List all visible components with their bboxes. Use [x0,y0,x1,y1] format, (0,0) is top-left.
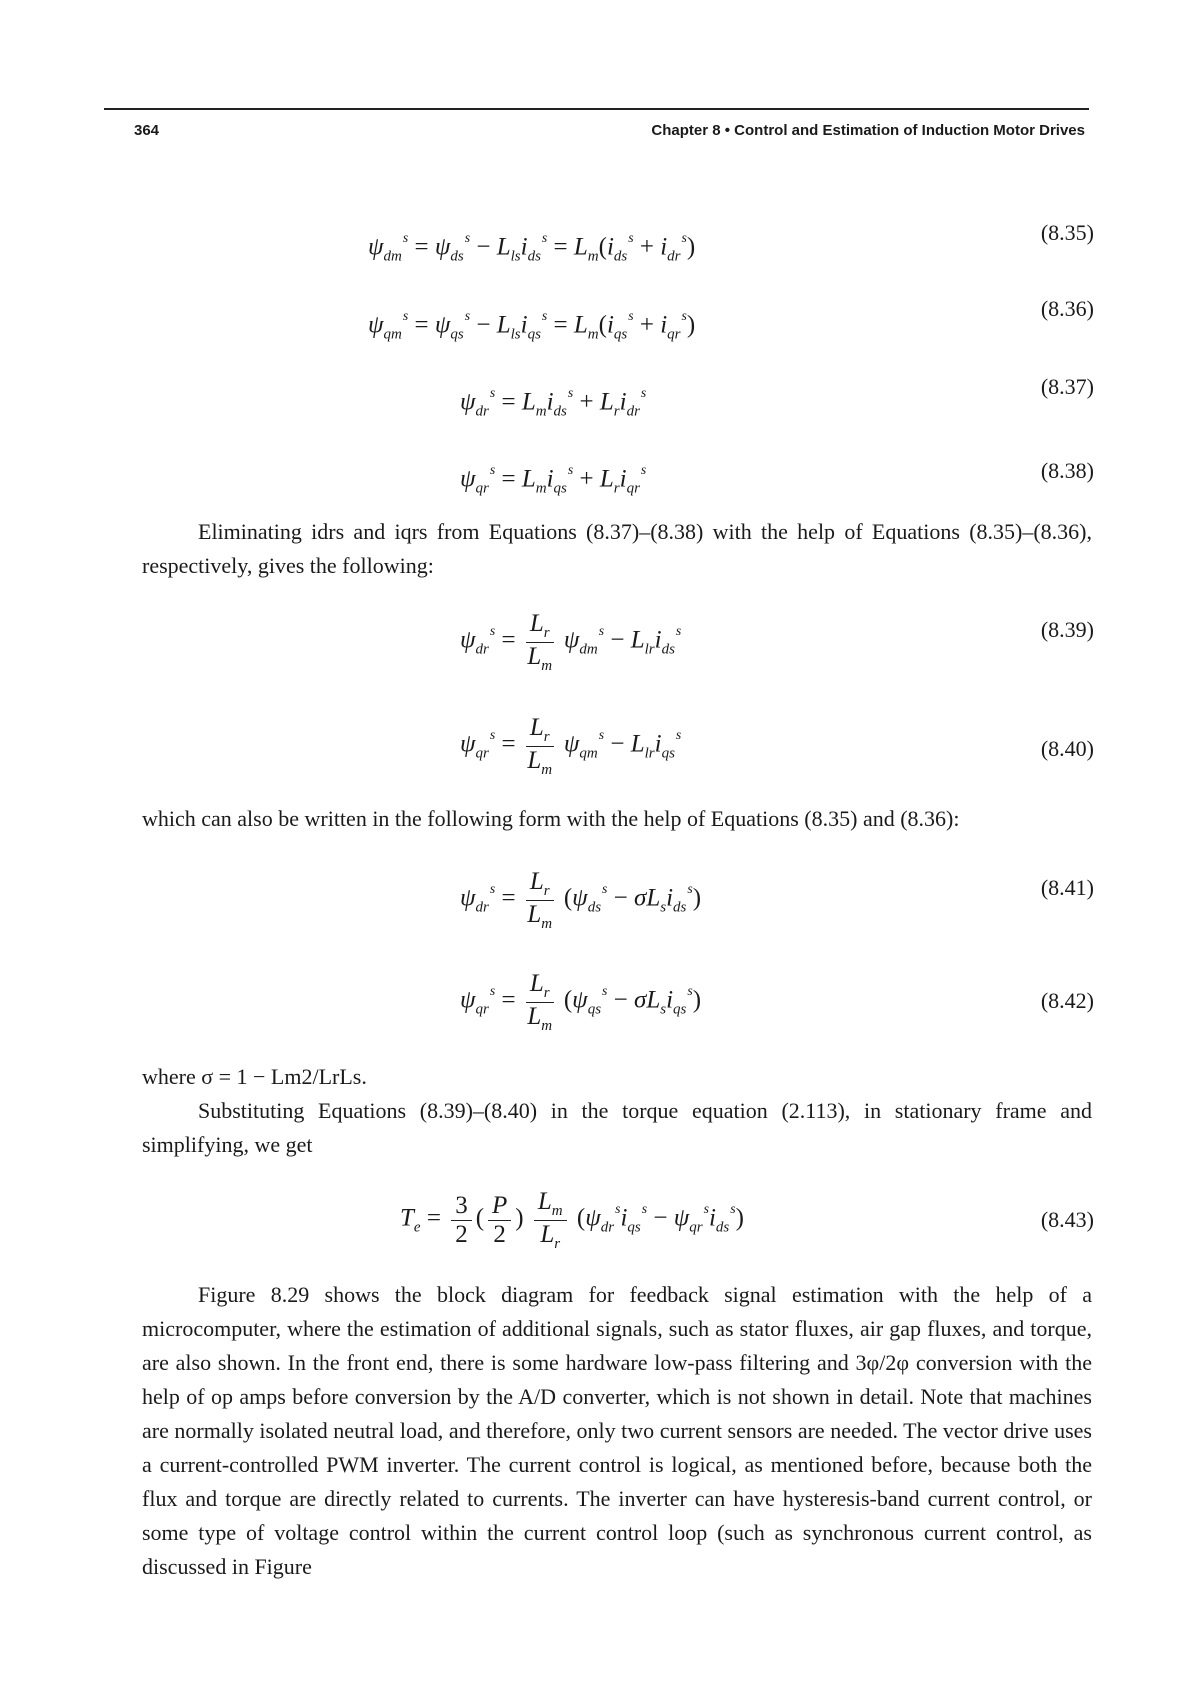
equation-8-42: $\psi_{qr}^s$ = $\frac{L_r}{L_m}$ $(\psi_{qs}^s - \sigma L_si_{qs}^s)$ [460,970,702,1034]
paragraph: which can also be written in the following form with the help of Equations (8.35) and (8.36): [142,806,960,831]
equation-number: (8.39) [1040,617,1094,642]
header-rule [104,108,1089,110]
paragraph: Eliminating idrs and iqrs from Equations (8.37)–(8.38) with the help of Equations (8.35)–(8.36), respectively, gives the following: [142,519,1092,578]
running-title: Chapter 8 • Control and Estimation of Induction Motor Drives [651,122,1085,139]
equation-number: (8.42) [1040,988,1094,1013]
equation-number: (8.40) [1040,736,1094,761]
equation-number: (8.35) [1040,220,1094,245]
equation-number: (8.43) [1040,1207,1094,1232]
equation-8-43: $T_e$ = $\frac{3}{2}$ ( $\frac{P}{2}$ ) $\frac{L_m}{L_r}$ $(\psi_{dr}^si_{qs}^s - \psi_{qr}^si_{ds}^s)$ [400,1188,744,1252]
equation-number: (8.41) [1040,875,1094,900]
equation-8-40: $\psi_{qr}^s$ = $\frac{L_r}{L_m}$ $\psi_{qm}^s - L_{lr}i_{qs}^s$ [460,714,682,778]
equation-8-39: $\psi_{dr}^s$ = $\frac{L_r}{L_m}$ $\psi_{dm}^s - L_{lr}i_{ds}^s$ [460,610,682,674]
equation-8-38: $\psi_{qr}^s = L_mi_{qs}^s + L_ri_{qr}^s$ [460,462,647,497]
equation-8-37: $\psi_{dr}^s = L_mi_{ds}^s + L_ri_{dr}^s$ [460,385,647,420]
equation-8-35: $\psi_{dm}^s = \psi_{ds}^s - L_{ls}i_{ds}^s = L_m(i_{ds}^s + i_{dr}^s)$ [368,230,696,265]
equation-8-41: $\psi_{dr}^s$ = $\frac{L_r}{L_m}$ $(\psi_{ds}^s - \sigma L_si_{ds}^s)$ [460,868,702,932]
paragraph: where σ = 1 − Lm2/LrLs. [142,1064,367,1089]
equation-number: (8.36) [1040,296,1094,321]
equation-8-36: $\psi_{qm}^s = \psi_{qs}^s - L_{ls}i_{qs}^s = L_m(i_{qs}^s + i_{qr}^s)$ [368,308,696,343]
paragraph: Figure 8.29 shows the block diagram for feedback signal estimation with the help of a microcomputer, where the estimation of additional signals, such as stator fluxes, air gap fluxes, and torque, are also shown. In the front end, there is some hardware low-pass filtering and 3φ/2φ conversion with the help of op amps before conversion by the A/D converter, which is not shown in detail. Note that machines are normally isolated neutral load, and therefore, only two current sensors are needed. The vector drive uses a current-controlled PWM inverter. The current control is logical, as mentioned before, because both the flux and torque are directly related to currents. The inverter can have hysteresis-band current control, or some type of voltage control within the current control loop (such as synchronous current control, as discussed in Figure [142,1282,1092,1579]
page-number: 364 [134,122,160,139]
equation-number: (8.37) [1040,374,1094,399]
equation-number: (8.38) [1040,458,1094,483]
paragraph: Substituting Equations (8.39)–(8.40) in the torque equation (2.113), in stationary frame and simplifying, we get [142,1098,1092,1157]
